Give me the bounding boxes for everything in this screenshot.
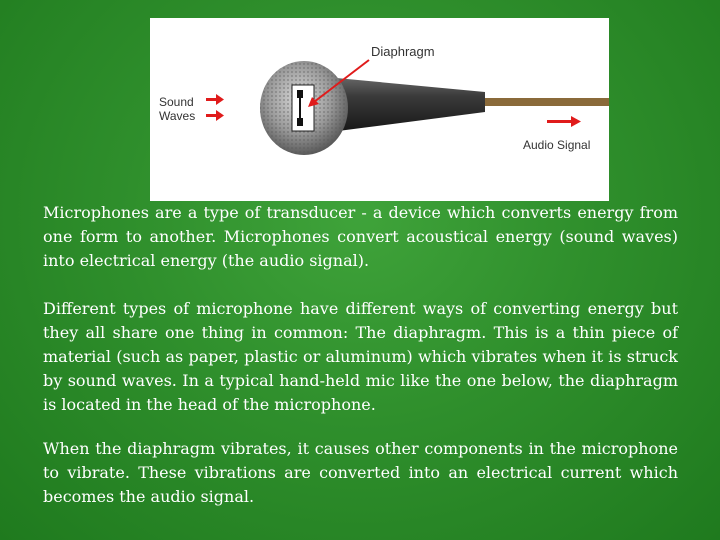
paragraph-transducer: Microphones are a type of transducer - a device which converts energy from one form to another. Microphones convert acoustical energy (sound waves) into electrical energy (the audio signal).	[43, 203, 678, 270]
sound-label-line1: Sound	[159, 95, 194, 109]
paragraph-diaphragm: Different types of microphone have different ways of converting energy but they all share one thing in common: The diaphragm. This is a thin piece of material (such as paper, plastic or aluminum) which vibrates when it is struck by sound waves. In a typical hand-held mic like the one below, the diaphragm is located in the head of the microphone.	[43, 299, 678, 414]
audio-signal-arrow	[547, 116, 581, 127]
sound-label-line2: Waves	[159, 109, 196, 123]
microphone-diagram	[150, 18, 609, 201]
sound-waves-label	[159, 95, 219, 123]
paragraph-vibration: When the diaphragm vibrates, it causes other components in the microphone to vibrate. These vibrations are converted into an electrical current which becomes the audio signal.	[43, 439, 678, 506]
diaphragm-label: Diaphragm	[371, 44, 435, 59]
cable	[480, 98, 609, 106]
audio-signal-label: Audio Signal	[523, 138, 591, 152]
